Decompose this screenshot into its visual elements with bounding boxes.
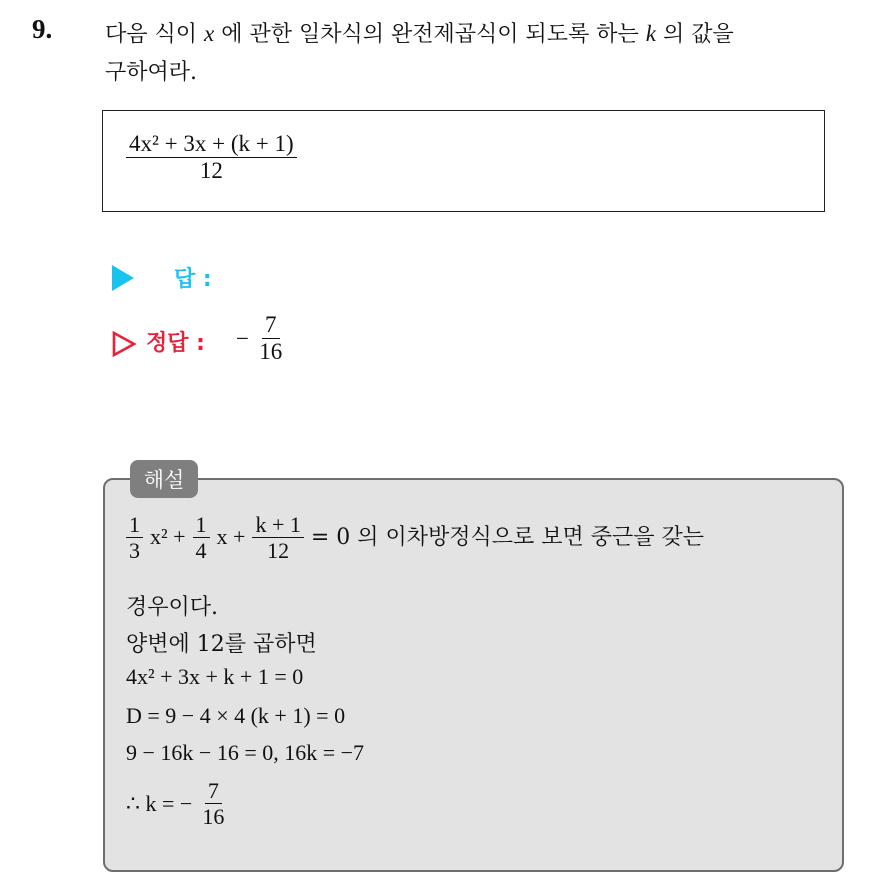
solution-tab: 해설 bbox=[130, 460, 198, 498]
solution-term1: x² + bbox=[150, 523, 186, 549]
solution-frac1-den: 3 bbox=[129, 538, 140, 564]
solution-final-num: 7 bbox=[205, 778, 222, 804]
correct-answer-numerator: 7 bbox=[262, 312, 280, 339]
solution-line-2: 경우이다. bbox=[126, 595, 219, 620]
answer-triangle-icon bbox=[112, 265, 134, 291]
solution-line1-rest: = 0 의 이차방정식으로 보면 중근을 갖는 bbox=[310, 524, 705, 550]
solution-frac3-den: 12 bbox=[267, 538, 290, 564]
correct-answer-value bbox=[236, 312, 285, 366]
solution-line-3: 양변에 12를 곱하면 bbox=[126, 632, 317, 657]
solution-line-4: 4x² + 3x + k + 1 = 0 bbox=[126, 664, 304, 689]
question-text-mid: 에 관한 일차식의 완전제곱식이 되도록 하는 bbox=[221, 22, 639, 47]
solution-line-6: 9 − 16k − 16 = 0, 16k = −7 bbox=[126, 740, 365, 765]
solution-line-5: D = 9 − 4 × 4 (k + 1) = 0 bbox=[126, 703, 346, 728]
expression-fraction bbox=[126, 131, 297, 185]
solution-line-7 bbox=[126, 778, 227, 830]
correct-answer-sign: − bbox=[236, 325, 249, 351]
question-line-2: 구하여라. bbox=[105, 60, 198, 85]
solution-frac2-num: 1 bbox=[193, 512, 210, 538]
solution-frac1-num: 1 bbox=[126, 512, 143, 538]
variable-k: k bbox=[645, 21, 656, 46]
solution-line-1 bbox=[126, 512, 704, 564]
answer-label: 답 : bbox=[174, 267, 212, 292]
question-line-1 bbox=[105, 17, 734, 48]
solution-therefore: ∴ k = − bbox=[126, 790, 193, 816]
question-number: 9. bbox=[32, 14, 53, 44]
solution-frac3-num: k + 1 bbox=[252, 512, 303, 538]
correct-answer-label: 정답 : bbox=[146, 331, 205, 356]
question-text-pre: 다음 식이 bbox=[105, 22, 198, 47]
solution-final-den: 16 bbox=[202, 804, 225, 830]
solution-frac2-den: 4 bbox=[195, 538, 207, 564]
expression-denominator: 12 bbox=[199, 158, 223, 184]
solution-term2: x + bbox=[216, 523, 246, 549]
variable-x: x bbox=[204, 21, 215, 46]
correct-answer-denominator: 16 bbox=[259, 339, 283, 365]
question-text-post: 의 값을 bbox=[662, 22, 734, 47]
expression-numerator: 4x² + 3x + (k + 1) bbox=[126, 131, 297, 158]
correct-answer-triangle-icon bbox=[111, 330, 137, 358]
